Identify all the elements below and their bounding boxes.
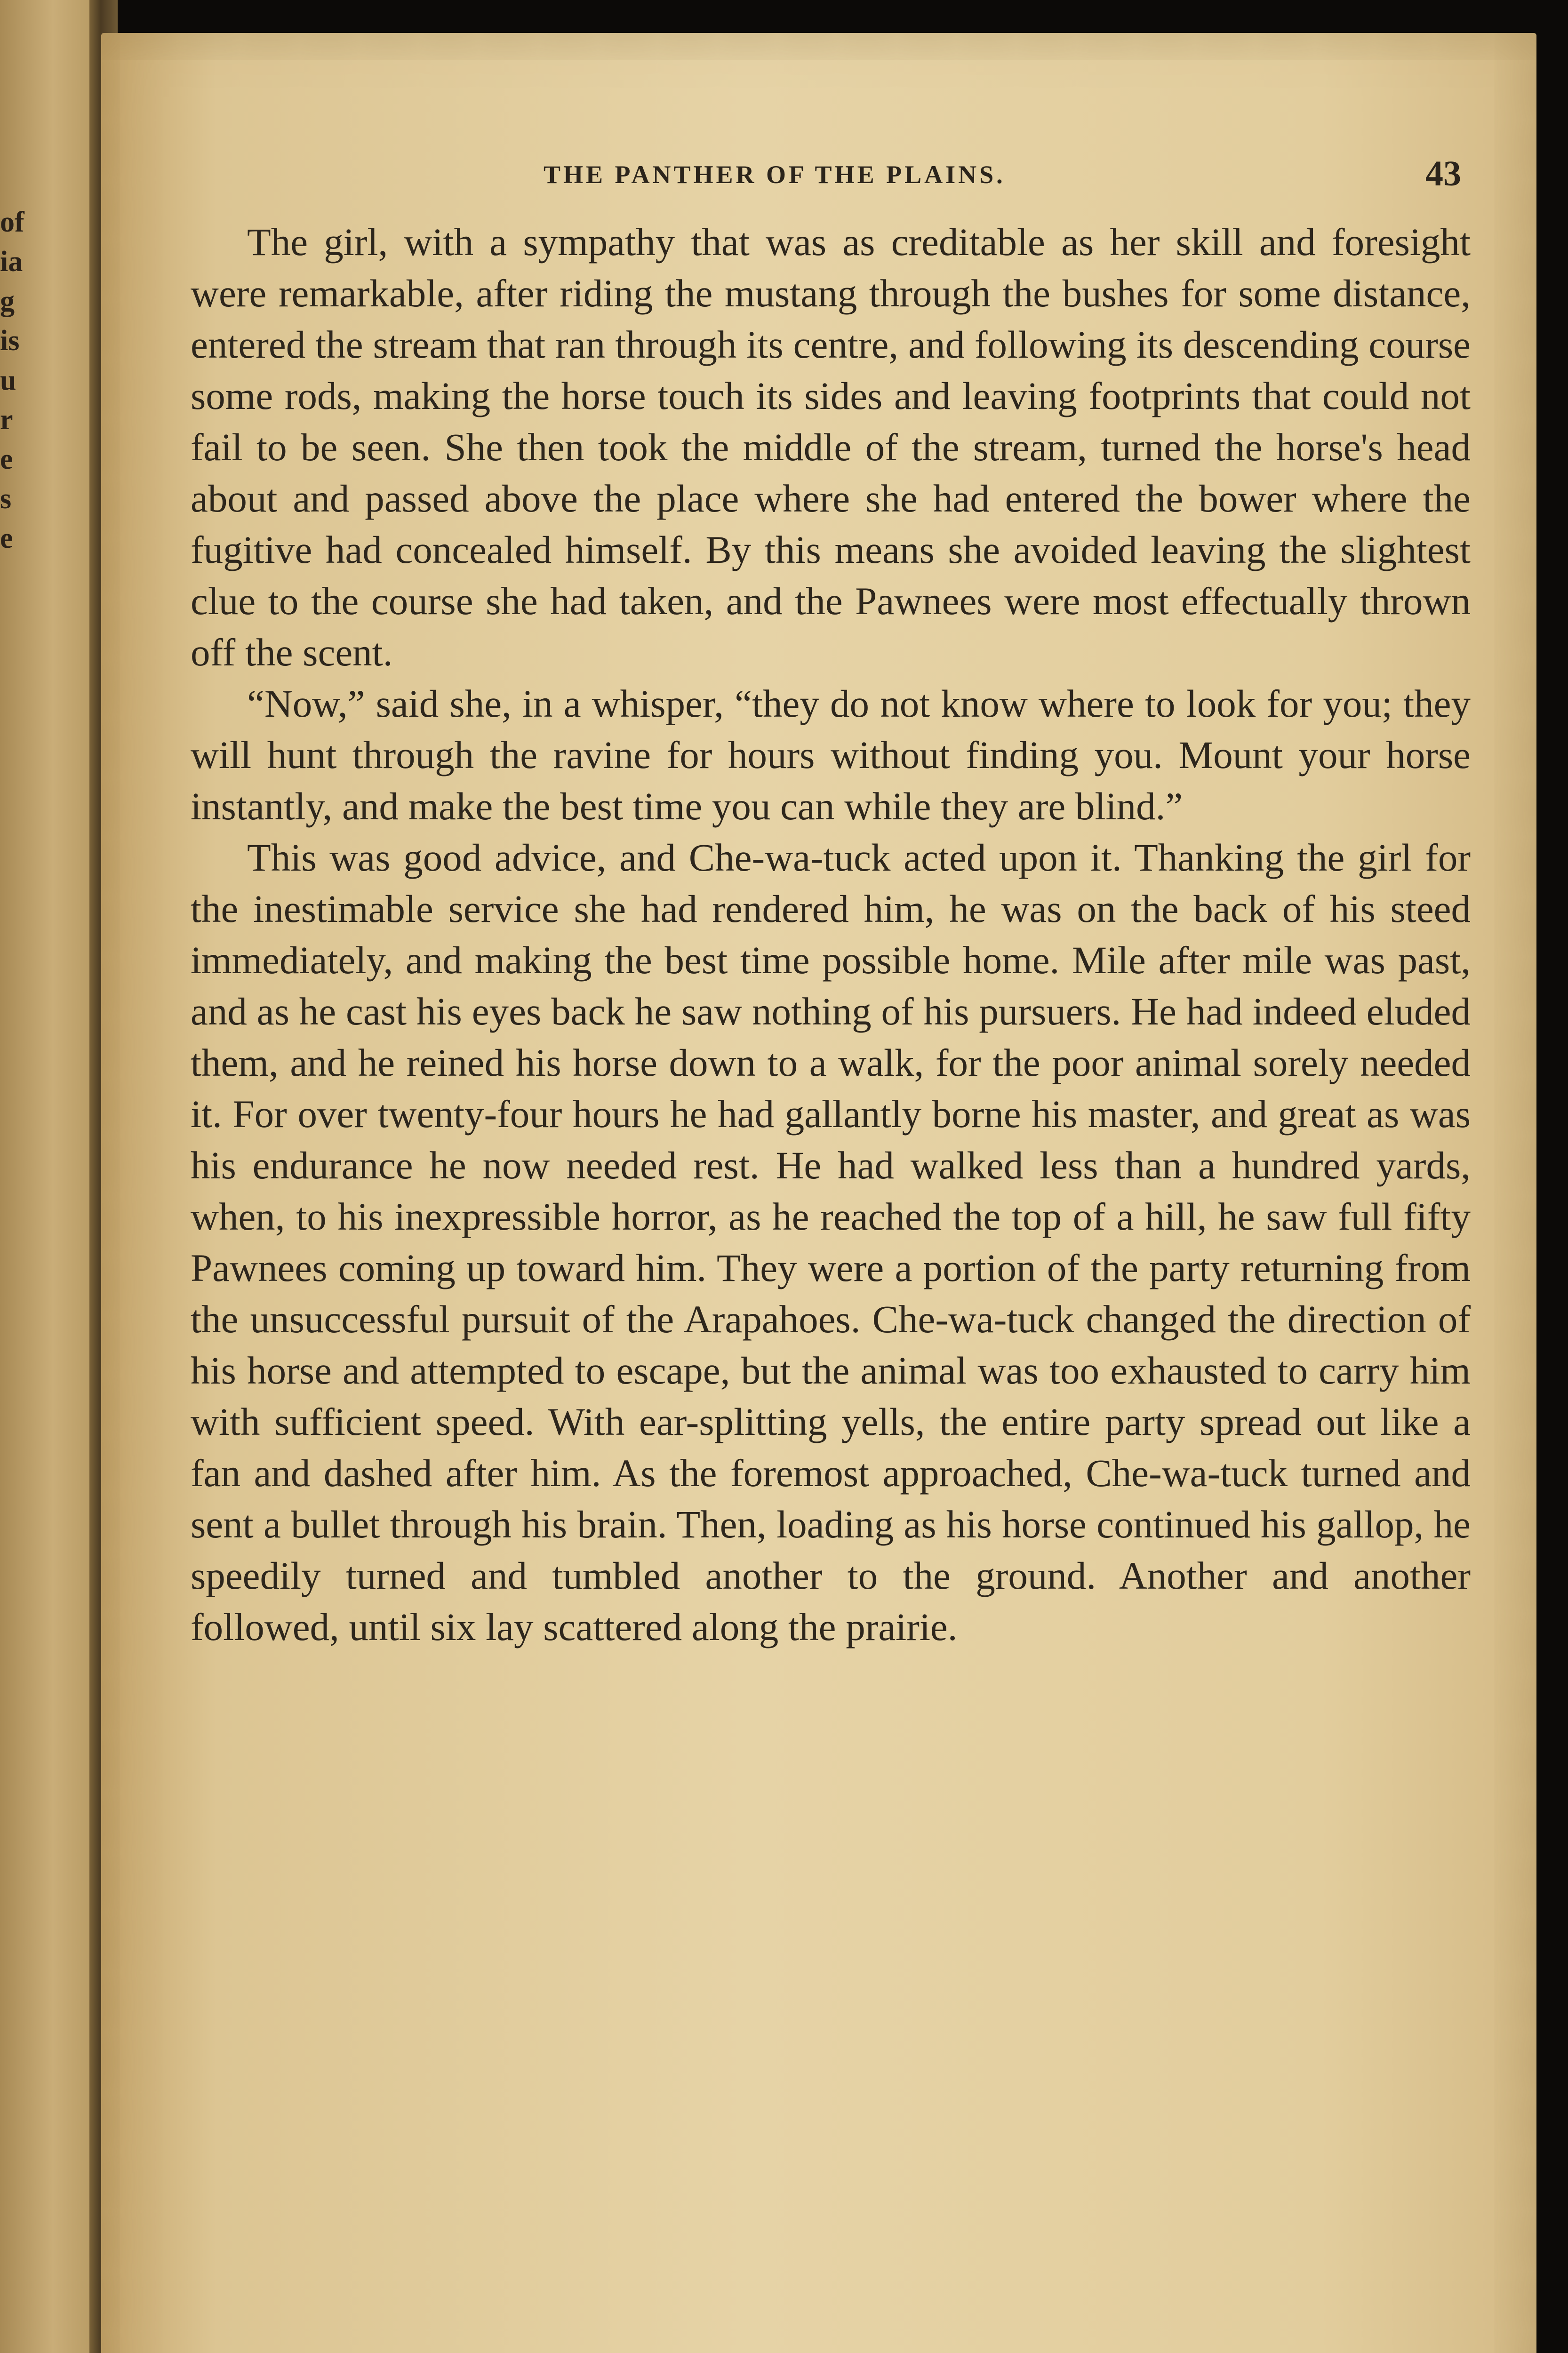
paragraph: The girl, with a sympathy that was as creditable as her skill and foresight were remarkable, after riding the mustang through the bushes for some distance, entered the stream that ran through its centre, and following its descending course some rods, making the horse touch its sides and leaving footprints that could not fail to be seen. She then took the middle of the stream, turned the horse's head about and passed above the place where she had entered the bower where the fugitive had concealed himself. By this means she avoided leaving the slightest clue to the course she had taken, and the Pawnees were most effectually thrown off the scent.	[191, 220, 1471, 674]
left-fragment: is	[0, 325, 20, 357]
page-header	[193, 151, 1461, 202]
left-page-text-fragments	[0, 202, 28, 558]
left-fragment: s	[0, 483, 12, 515]
left-facing-page-edge	[0, 0, 96, 2353]
left-fragment: g	[0, 285, 15, 317]
book-page	[101, 33, 1536, 2353]
left-fragment: u	[0, 364, 16, 396]
left-fragment: of	[0, 206, 24, 238]
body-text	[191, 216, 1471, 1653]
left-fragment: e	[0, 443, 13, 475]
paragraph: This was good advice, and Che-wa-tuck acted upon it. Thanking the girl for the inestimable service she had rendered him, he was on the back of his steed immediately, and making the best time possible home. Mile after mile was past, and as he cast his eyes back he saw nothing of his pursuers. He had indeed eluded them, and he reined his horse down to a walk, for the poor animal sorely needed it. For over twenty-four hours he had gallantly borne his master, and great as was his endurance he now needed rest. He had walked less than a hundred yards, when, to his inexpressible horror, as he reached the top of a hill, he saw full fifty Pawnees coming up toward him. They were a portion of the party returning from the unsuccessful pursuit of the Arapahoes. Che-wa-tuck changed the direction of his horse and attempted to escape, but the animal was too exhausted to carry him with sufficient speed. With ear-splitting yells, the entire party spread out like a fan and dashed after him. As the foremost approached, Che-wa-tuck turned and sent a bullet through his brain. Then, loading as his horse continued his gallop, he speedily turned and tumbled another to the ground. Another and another followed, until six lay scattered along the prairie.	[191, 836, 1471, 1649]
page-number: 43	[1425, 154, 1461, 193]
left-fragment: ia	[0, 246, 23, 278]
left-fragment: r	[0, 404, 13, 436]
running-head: THE PANTHER OF THE PLAINS.	[544, 160, 1006, 189]
paragraph: “Now,” said she, in a whisper, “they do not know where to look for you; they will hunt through the ravine for hours without finding you. Mount your horse instantly, and make the best time you can while they are blind.”	[191, 682, 1471, 828]
left-fragment: e	[0, 522, 13, 554]
